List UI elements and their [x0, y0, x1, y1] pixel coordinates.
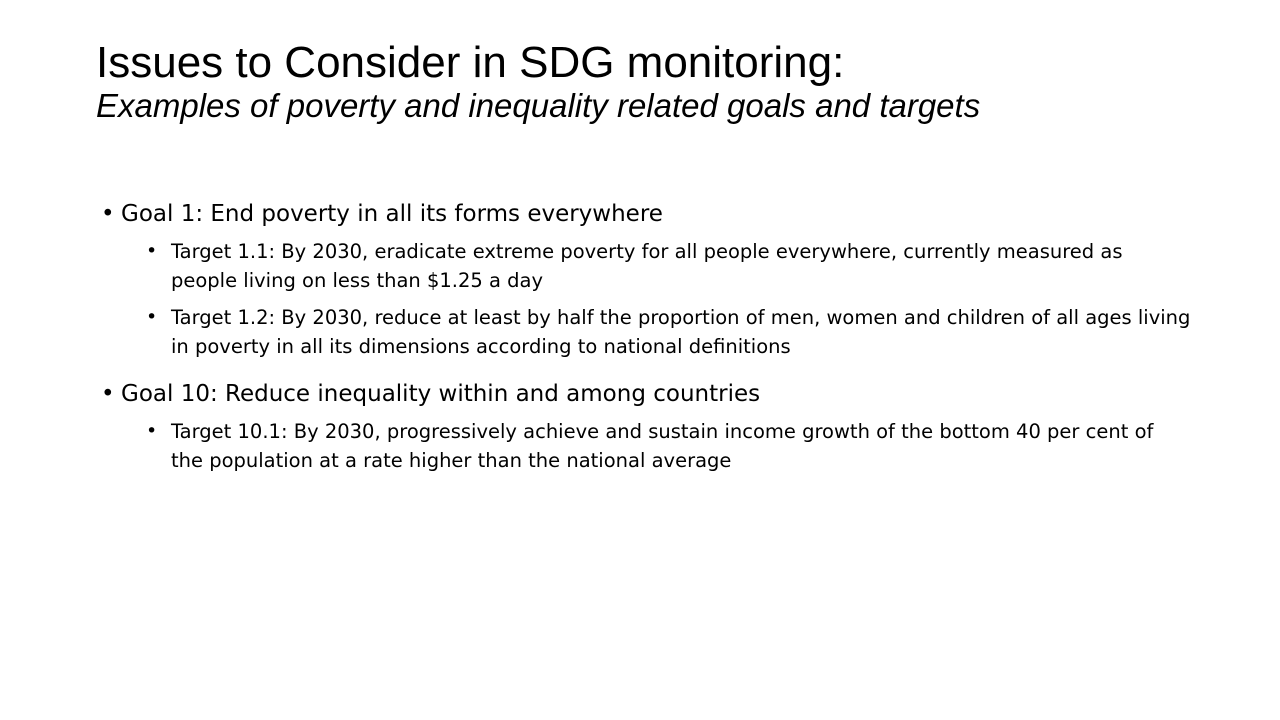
slide-title-block	[96, 38, 1196, 124]
goal-item	[101, 195, 1191, 361]
target-text: Target 1.2: By 2030, reduce at least by half the proportion of men, women and children of all ages living in poverty in all its dimensions according to national definitions	[171, 306, 1191, 358]
goal-label: Goal 10: Reduce inequality within and among countries	[121, 381, 761, 407]
bullet-icon: •	[101, 201, 115, 227]
target-item	[121, 237, 1191, 295]
slide-title: Issues to Consider in SDG monitoring:	[96, 38, 845, 87]
target-list	[121, 417, 1191, 475]
slide-content	[101, 195, 1191, 483]
bullet-icon: •	[146, 240, 158, 262]
goal-label: Goal 1: End poverty in all its forms everywhere	[121, 201, 663, 227]
goal-list	[101, 195, 1191, 475]
target-text: Target 10.1: By 2030, progressively achieve and sustain income growth of the bottom 40 per cent of the population at a rate higher than the national average	[171, 420, 1154, 472]
target-item	[121, 303, 1191, 361]
bullet-icon: •	[146, 306, 158, 328]
target-text: Target 1.1: By 2030, eradicate extreme poverty for all people everywhere, currently measured as people living on less than $1.25 a day	[171, 240, 1123, 292]
target-list	[121, 237, 1191, 361]
target-item	[121, 417, 1191, 475]
goal-item	[101, 375, 1191, 475]
bullet-icon: •	[101, 381, 115, 407]
slide-subtitle: Examples of poverty and inequality related goals and targets	[96, 87, 981, 124]
bullet-icon: •	[146, 420, 158, 442]
